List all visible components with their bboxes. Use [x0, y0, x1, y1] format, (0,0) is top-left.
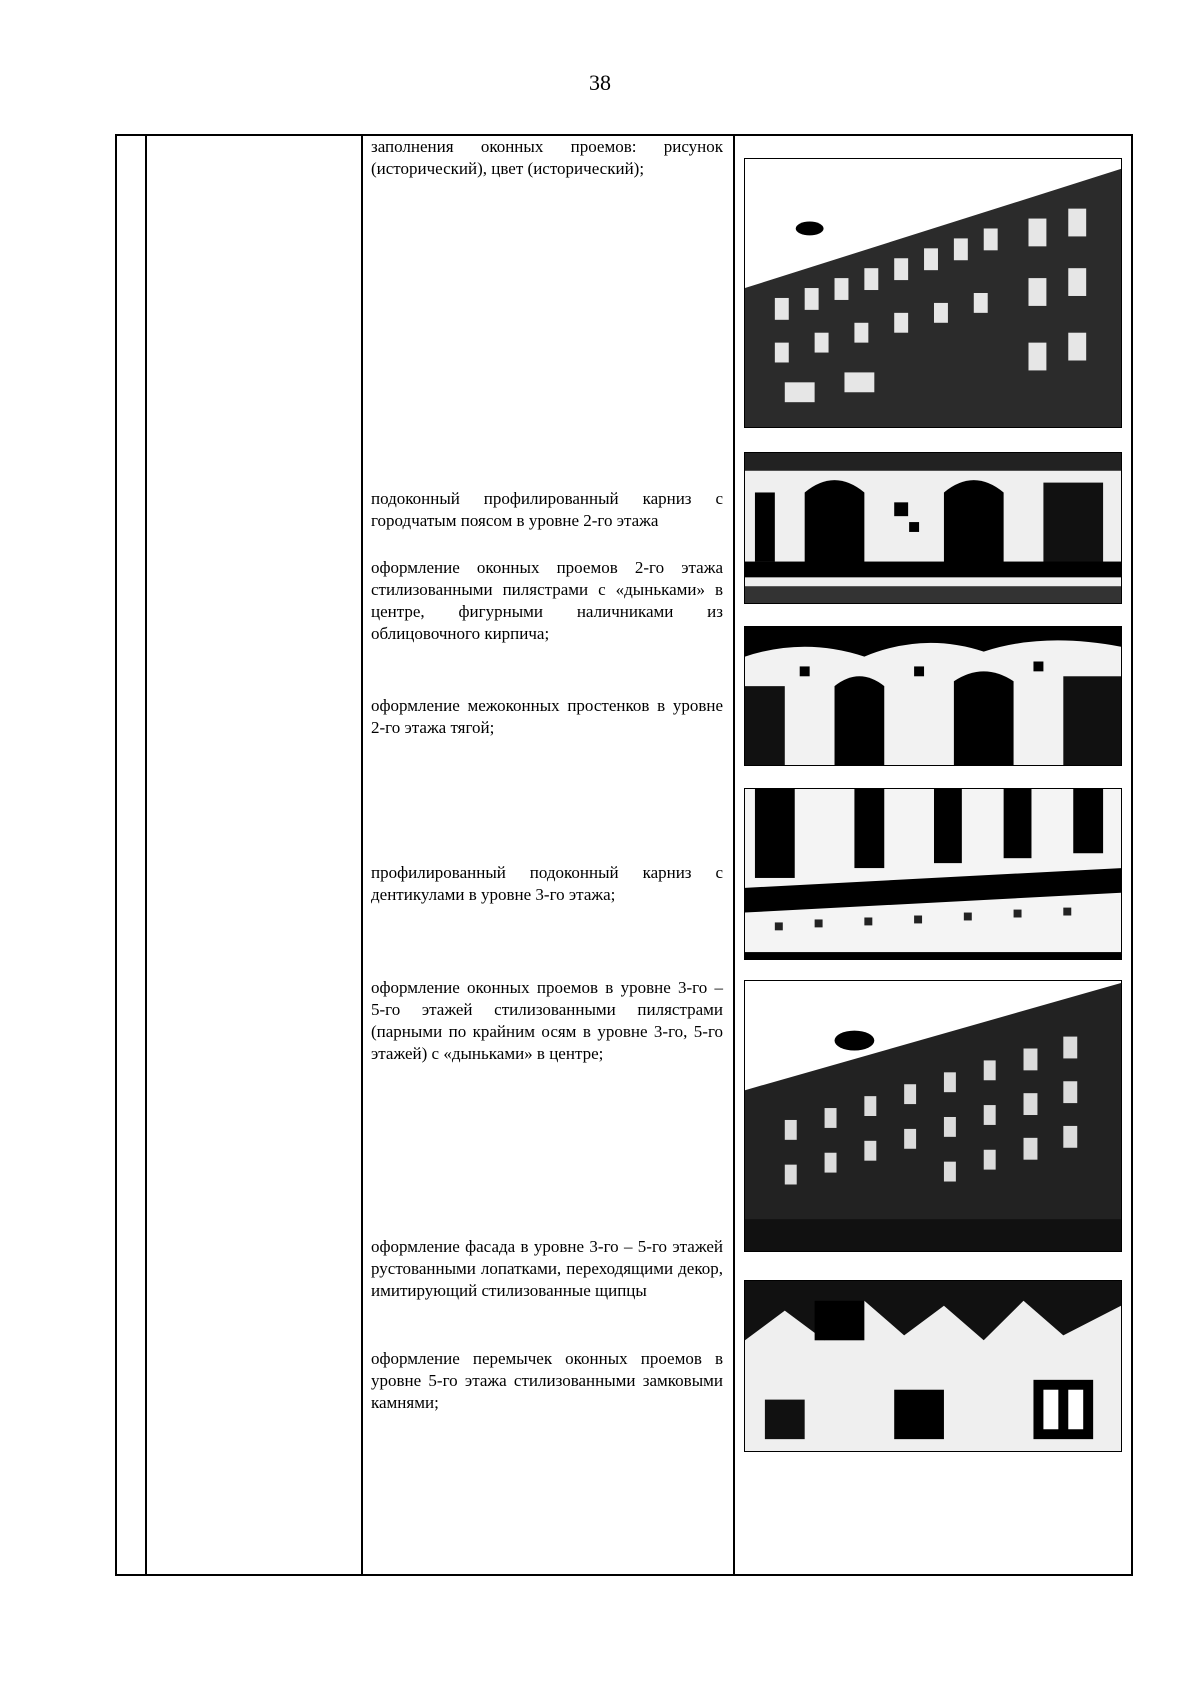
- description-cornice-3: профилированный подоконный карниз с дентикулами в уровне 3-го этажа;: [371, 863, 723, 904]
- description-windows-2: оформление оконных проемов 2-го этажа стилизованными пилястрами с «дыньками» в центре, фигурными наличниками из облицовочного кирпича;: [371, 558, 723, 643]
- description-facade-3-5: оформление фасада в уровне 3-го – 5-го этажей рустованными лопатками, переходящими декор, имитирующий стилизованные щипцы: [371, 1237, 723, 1300]
- facade-photo-6: [744, 1280, 1122, 1452]
- description-cornice-2: подоконный профилированный карниз с городчатым поясом в уровне 2-го этажа: [371, 489, 723, 530]
- facade-photo-5: [744, 980, 1122, 1252]
- description-piers-2: оформление межоконных простенков в уровне 2-го этажа тягой;: [371, 696, 723, 737]
- facade-photo-2: [744, 452, 1122, 604]
- facade-photo-3: [744, 626, 1122, 766]
- facade-photo-4: [744, 788, 1122, 960]
- column-divider: [361, 136, 363, 1574]
- description-windows-3-5: оформление оконных проемов в уровне 3-го – 5-го этажей стилизованными пилястрами (парными по крайним осям в уровне 3-го, 5-го этажей) с «дыньками» в центре;: [371, 978, 723, 1063]
- description-lintels-5: оформление перемычек оконных проемов в уровне 5-го этажа стилизованными замковыми камнями;: [371, 1349, 723, 1412]
- facade-photo-1: [744, 158, 1122, 428]
- page-number: 38: [589, 70, 611, 95]
- column-divider: [145, 136, 147, 1574]
- column-divider: [733, 136, 735, 1574]
- description-window-fill: заполнения оконных проемов: рисунок (исторический), цвет (исторический);: [371, 137, 723, 178]
